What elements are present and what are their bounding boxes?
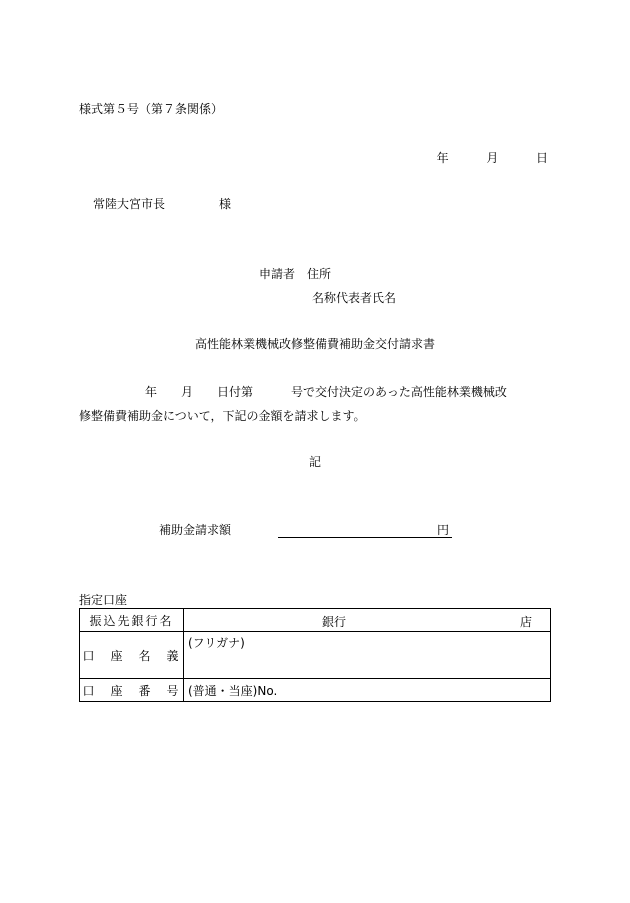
date-day-label: 日 [535,151,548,165]
account-number-label: 口 座 番 号 [80,679,184,702]
address-label: 住所 [307,267,332,281]
date-month-label: 月 [486,151,499,165]
account-table [79,608,551,702]
addressee-name: 常陸大宮市長 [93,197,166,211]
addressee-honorific: 様 [219,197,232,211]
account-name-label: 口 座 名 義 [80,632,184,679]
representative-name-label: 名称代表者氏名 [312,291,397,305]
account-number-field[interactable]: (普通・当座)No. [184,679,551,702]
ki-heading: 記 [308,455,321,469]
addressee [93,195,231,212]
account-name-row [80,632,551,679]
bank-label: 振込先銀行名 [80,609,184,632]
date-line [437,149,548,166]
account-heading: 指定口座 [79,593,128,607]
amount-label: 補助金請求額 [159,523,232,537]
applicant-block [259,265,331,282]
request-body [79,380,559,428]
body-day-number: 日付第 [217,385,254,399]
date-year-label: 年 [436,151,449,165]
form-number: 様式第５号（第７条関係） [79,102,224,116]
account-name-field[interactable] [184,632,551,679]
account-number-row [80,679,551,702]
body-number-text: 号で交付決定のあった高性能林業機械改 [291,385,507,399]
bank-suffix: 銀行 [322,615,347,629]
document-title: 高性能林業機械改修整備費補助金交付請求書 [194,337,435,351]
bank-row [80,609,551,632]
amount-unit: 円 [437,523,450,537]
body-month: 月 [181,385,194,399]
furigana-label: (フリガナ) [188,636,245,650]
bank-field[interactable] [184,609,551,632]
applicant-label: 申請者 [259,267,296,281]
amount-field[interactable] [278,522,452,538]
branch-suffix: 店 [519,615,532,629]
body-line-2: 修整備費補助金について，下記の金額を請求します。 [79,409,366,423]
body-year: 年 [145,385,158,399]
